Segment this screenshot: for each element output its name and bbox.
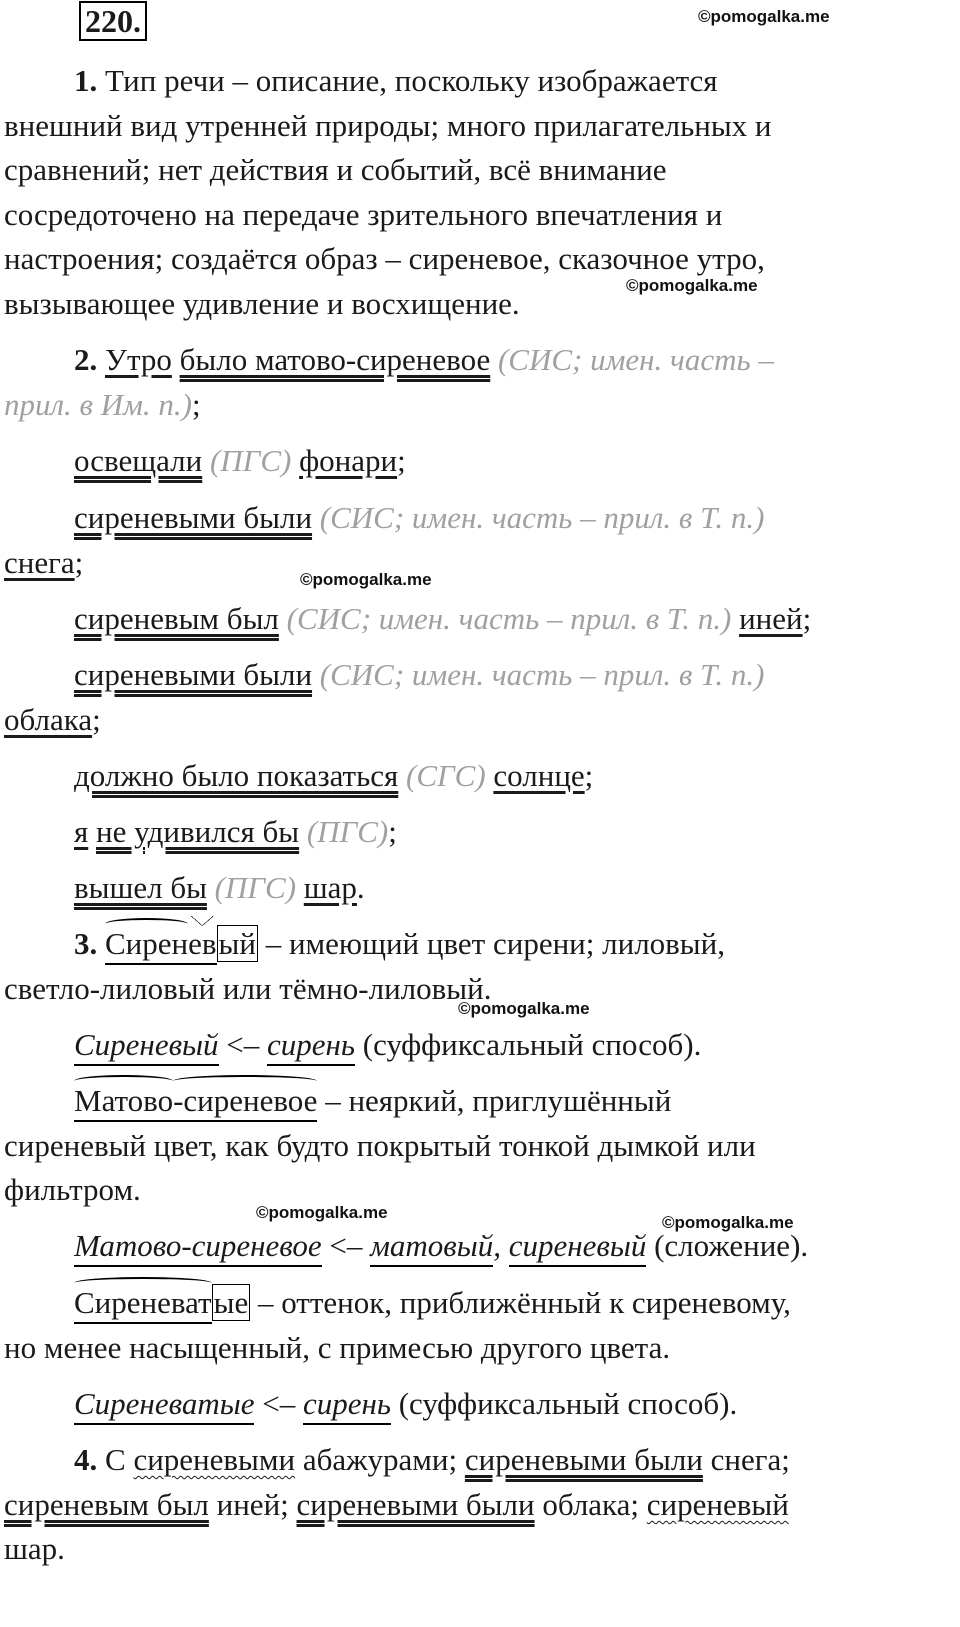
p2-line: должно было показаться (СГС) солнце; — [74, 758, 594, 793]
p3-line — [74, 1229, 808, 1263]
predicate: сиреневыми были — [296, 1487, 535, 1522]
p2-line: сиреневым был (СИС; имен. часть – прил. в Т. п.) иней; — [74, 601, 812, 636]
word-base — [74, 1285, 212, 1324]
definition: – оттенок, приближённый к сиреневому, — [250, 1285, 791, 1320]
predicate: было матово-сиреневое — [179, 342, 491, 377]
p4-number: 4. — [74, 1442, 98, 1477]
watermark: ©pomogalka.me — [256, 1203, 388, 1222]
arrow: <– — [321, 1228, 371, 1263]
watermark: ©pomogalka.me — [662, 1213, 794, 1232]
note: (СИС; имен. часть – — [497, 342, 774, 377]
watermark: ©pomogalka.me — [458, 999, 590, 1018]
predicate: вышел бы — [74, 870, 207, 905]
p1-line: сосредоточено на передаче зрительного впечатления и — [4, 197, 723, 232]
source-word: матовый — [370, 1228, 493, 1267]
text: иней; — [208, 1487, 297, 1522]
p2-number: 2. — [74, 342, 98, 377]
definition: – неяркий, приглушённый — [317, 1083, 672, 1118]
watermark: ©pomogalka.me — [698, 7, 830, 26]
p3-number: 3. — [74, 926, 98, 961]
text: абажурами; — [295, 1442, 465, 1477]
note: (СИС; имен. часть – прил. в Т. п.) — [319, 500, 765, 535]
p2-line: освещали (ПГС) фонари; — [74, 443, 406, 478]
p1-line: вызывающее удивление и восхищение. — [4, 286, 520, 321]
ending-mark: ый — [218, 926, 256, 961]
p1-number: 1. — [74, 63, 98, 98]
subject: фонари — [299, 443, 398, 478]
p2-line: снега; — [4, 545, 84, 580]
p2-line — [74, 501, 764, 535]
word-base — [74, 1083, 317, 1122]
text: С — [97, 1442, 134, 1477]
predicate: не удивился бы — [96, 814, 300, 849]
p2-line — [74, 343, 774, 377]
p3-line — [74, 1387, 737, 1421]
p2-line: вышел бы (ПГС) шар. — [74, 870, 365, 905]
p2-line — [74, 658, 764, 692]
watermark: ©pomogalka.me — [300, 570, 432, 589]
predicate: сиреневыми были — [464, 1442, 703, 1477]
note: (СГС) — [406, 758, 486, 793]
source-word: сирень — [303, 1386, 391, 1425]
p3-line: светло-лиловый или тёмно-лиловый. — [4, 971, 492, 1006]
p3-line: сиреневый цвет, как будто покрытый тонкой дымкой или — [4, 1128, 756, 1163]
subject: снега — [4, 545, 75, 580]
p1-line: внешний вид утренней природы; много прилагательных и — [4, 108, 772, 143]
p3-line — [74, 1028, 701, 1062]
subject: иней — [739, 601, 803, 636]
p2-line: я не удивился бы (ПГС); — [74, 814, 397, 849]
predicate: сиреневым был — [74, 601, 279, 636]
adjective: сиреневыми — [133, 1442, 296, 1477]
note: (ПГС) — [306, 814, 389, 849]
source-word: сирень — [267, 1027, 355, 1066]
task-number-box: 220. — [79, 1, 147, 41]
p2-line: облака; — [4, 702, 101, 737]
punct: , — [493, 1228, 509, 1263]
p1-line: сравнений; нет действия и событий, всё внимание — [4, 152, 667, 187]
subject: шар — [303, 870, 357, 905]
task-number — [79, 3, 147, 40]
p3-line: но менее насыщенный, с примесью другого цвета. — [4, 1330, 671, 1365]
subject: облака — [4, 702, 93, 737]
arrow: <– — [218, 1027, 268, 1062]
text: снега; — [702, 1442, 790, 1477]
punct: . — [57, 1531, 65, 1566]
p1-text: Тип речи – описание, поскольку изображается — [97, 63, 718, 98]
predicate: сиреневыми были — [74, 500, 313, 535]
method: (суффиксальный способ). — [355, 1027, 702, 1062]
source-word: сиреневый — [509, 1228, 647, 1267]
root-mark: Матово — [74, 1083, 174, 1118]
predicate: сиреневыми были — [74, 657, 313, 692]
predicate: должно было показаться — [74, 758, 399, 793]
root-mark: Сиреневат — [74, 1285, 212, 1320]
derived-word: Сиреневатые — [74, 1386, 254, 1425]
note: (ПГС) — [209, 443, 292, 478]
subject: Утро — [105, 342, 172, 377]
adjective: сиреневый — [646, 1487, 789, 1522]
derived-word: Сиреневый — [74, 1027, 219, 1066]
method: (суффиксальный способ). — [390, 1386, 738, 1421]
p3-line — [74, 1084, 671, 1118]
p1-line: настроения; создаётся образ – сиреневое, сказочное утро, — [4, 241, 765, 276]
p2-line — [4, 388, 201, 422]
text: шар — [4, 1531, 58, 1566]
text: облака; — [534, 1487, 647, 1522]
root-mark: Сирен — [105, 926, 189, 961]
word-base — [105, 926, 217, 965]
derived-word: Матово-сиреневое — [74, 1228, 322, 1267]
p4-line — [4, 1532, 65, 1566]
note: (ПГС) — [214, 870, 297, 905]
definition: – имеющий цвет сирени; лиловый, — [257, 926, 725, 961]
watermark: ©pomogalka.me — [626, 276, 758, 295]
p1-line — [74, 64, 718, 98]
subject: я — [74, 814, 89, 849]
ending-mark: ые — [213, 1285, 249, 1320]
punct: ; — [191, 387, 201, 422]
note: прил. в Им. п.) — [4, 387, 192, 422]
p3-line — [74, 1286, 791, 1320]
p4-line — [74, 1443, 790, 1477]
p3-line — [74, 927, 725, 961]
subject: солнце — [493, 758, 585, 793]
arrow: <– — [254, 1386, 303, 1421]
p3-line: фильтром. — [4, 1172, 141, 1207]
method: (сложение). — [646, 1228, 809, 1263]
predicate: сиреневым был — [4, 1487, 209, 1522]
root-mark: -сиреневое — [173, 1083, 318, 1118]
suffix-mark: ев — [188, 926, 217, 961]
note: (СИС; имен. часть – прил. в Т. п.) — [286, 601, 732, 636]
predicate: освещали — [74, 443, 203, 478]
note: (СИС; имен. часть – прил. в Т. п.) — [319, 657, 765, 692]
p4-line — [4, 1488, 789, 1522]
